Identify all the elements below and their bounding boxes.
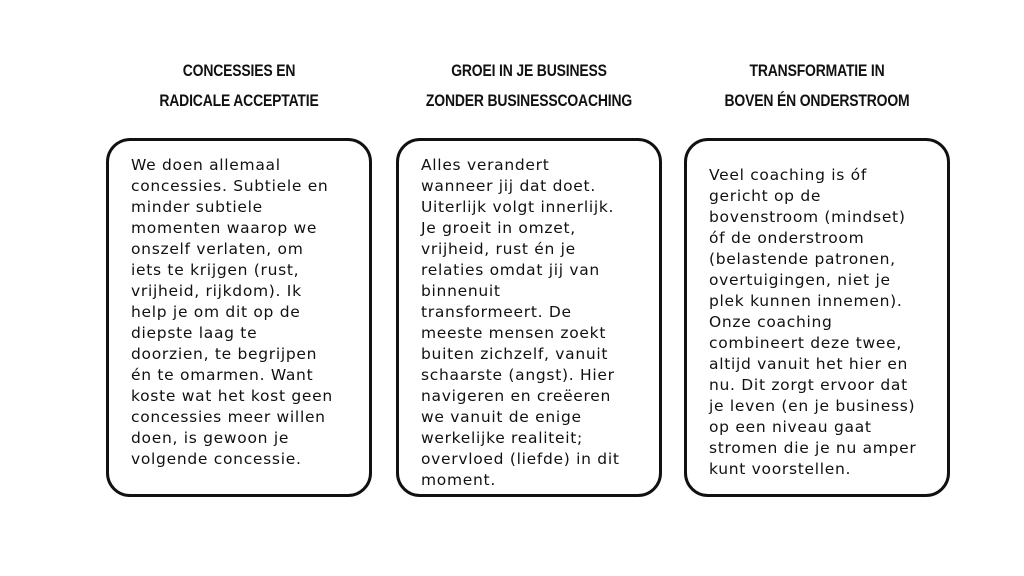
heading-concessies (130, 56, 348, 116)
card-concessies (106, 138, 372, 497)
card-transformatie (684, 138, 950, 497)
heading-transformatie (708, 56, 926, 116)
heading-groei (420, 56, 638, 116)
heading-line-2: BOVEN ÉN ONDERSTROOM (724, 91, 910, 110)
heading-line-1: TRANSFORMATIE IN (749, 61, 885, 80)
card-body-text: We doen allemaal concessies. Subtiele en minder subtiele momenten waarop we onszelf verlaten, om iets te krijgen (rust, vrijheid, rijkdom). Ik help je om dit op de diepste laag te doorzien, te begrijpen én te omarmen. Want koste wat het kost geen concessies meer willen doen, is gewoon je volgende concessie. (131, 156, 333, 468)
heading-line-1: GROEI IN JE BUSINESS (451, 61, 607, 80)
card-groei (396, 138, 662, 497)
heading-line-2: ZONDER BUSINESSCOACHING (425, 91, 633, 110)
heading-line-1: CONCESSIES EN (182, 61, 296, 80)
card-body-text: Veel coaching is óf gericht op de bovenstroom (mindset) óf de onderstroom (belastende patronen, overtuigingen, niet je plek kunnen innemen). Onze coaching combineert deze twee, altijd vanuit het hier en nu. Dit zorgt ervoor dat je leven (en je business) op een niveau gaat stromen die je nu amper kunt voorstellen. (709, 166, 917, 478)
heading-line-2: RADICALE ACCEPTATIE (159, 91, 319, 110)
card-body-text: Alles verandert wanneer jij dat doet. Uiterlijk volgt innerlijk. Je groeit in omzet, vrijheid, rust én je relaties omdat jij van binnenuit transformeert. De meeste mensen zoekt buiten zichzelf, vanuit schaarste (angst). Hier navigeren en creëeren we vanuit de enige werkelijke realiteit; overvloed (liefde) in dit moment. (421, 156, 620, 489)
